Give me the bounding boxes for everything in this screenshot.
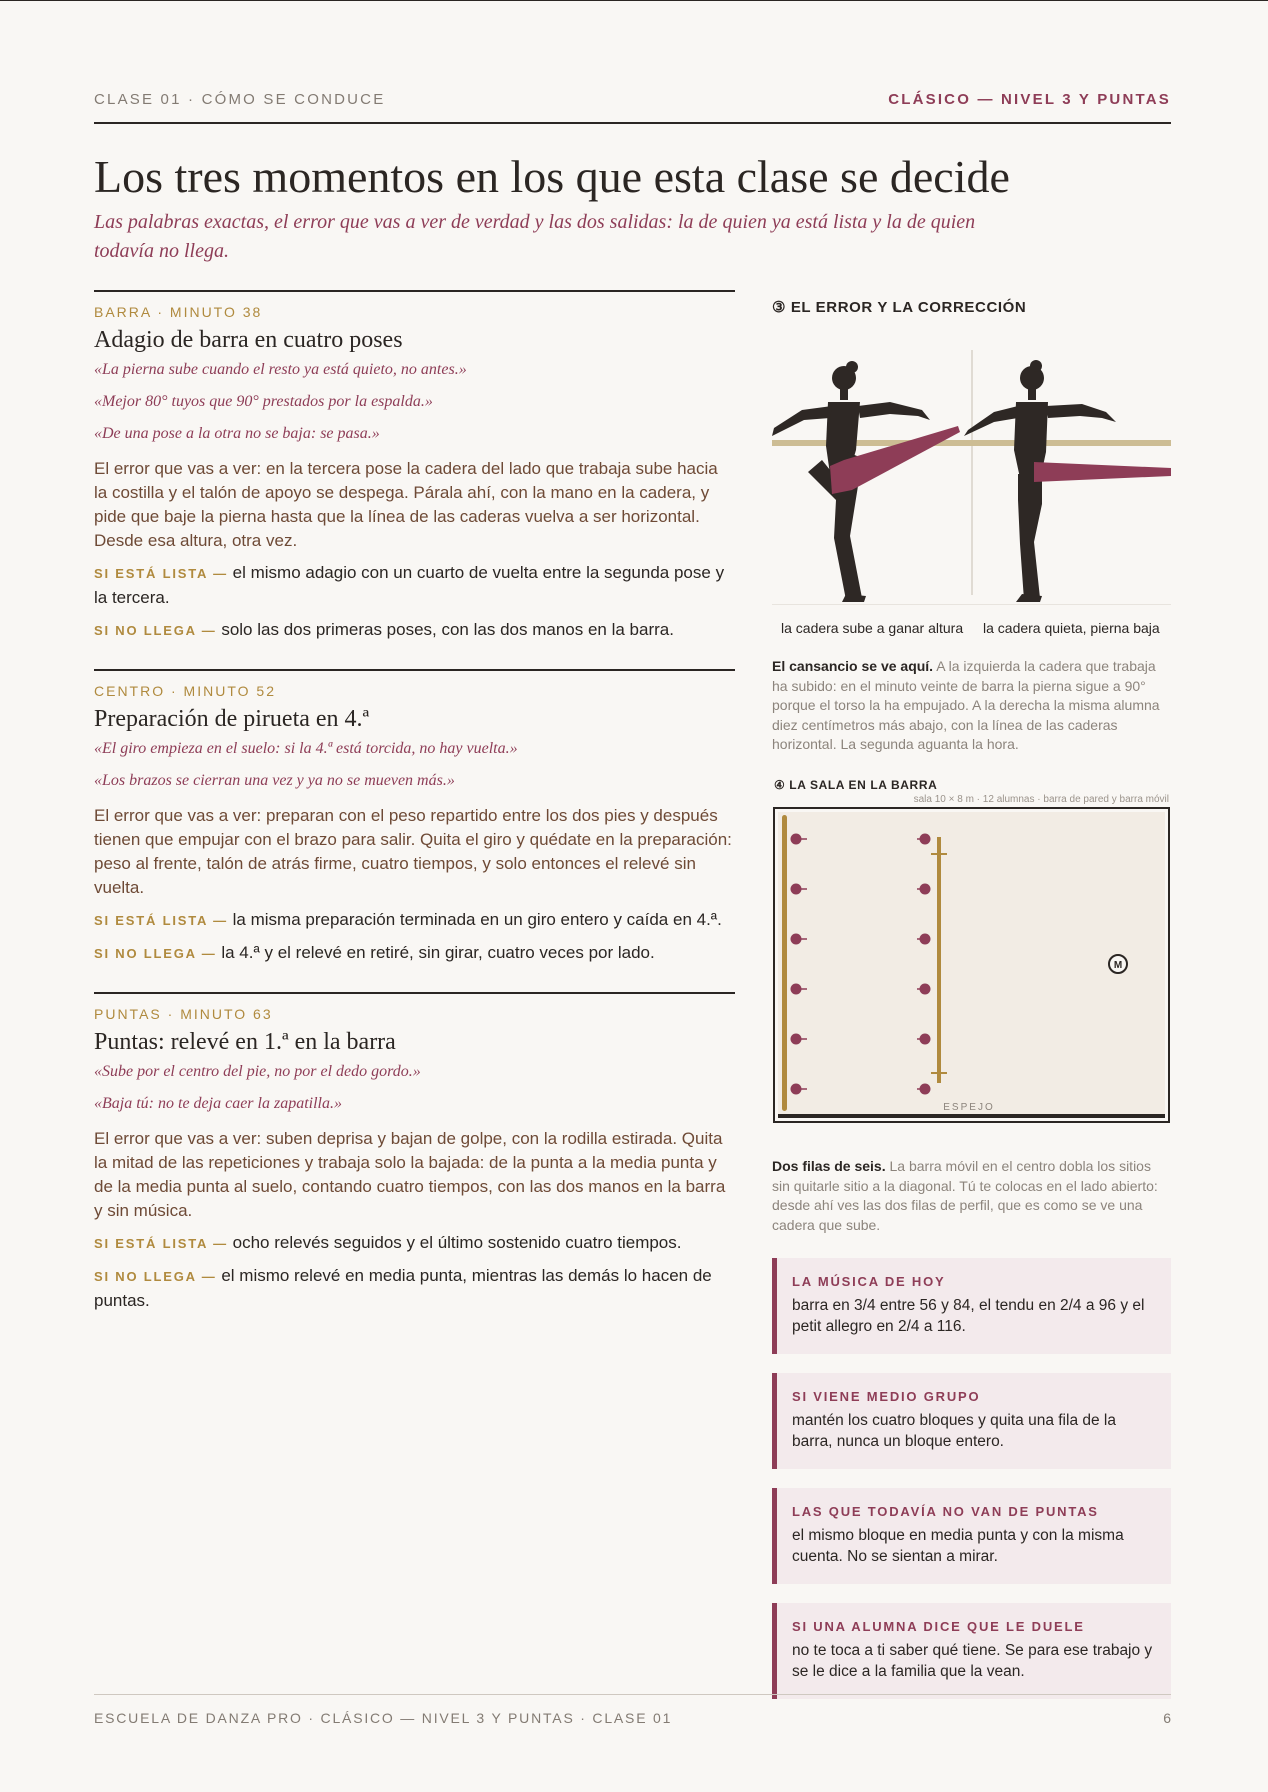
- ready-text: la misma preparación terminada en un giro entero y caída en 4.ª.: [232, 910, 722, 929]
- room-text: [772, 1157, 1171, 1235]
- quote: «La pierna sube cuando el resto ya está quieto, no antes.»: [94, 361, 467, 378]
- page-title: Los tres momentos en los que esta clase se decide: [94, 151, 1010, 202]
- note-pain: [772, 1603, 1171, 1699]
- quote: «De una pose a la otra no se baja: se pasa.»: [94, 425, 380, 442]
- quote: «Mejor 80° tuyos que 90° prestados por la espalda.»: [94, 393, 433, 410]
- note-music: [772, 1258, 1171, 1354]
- student-dot: [791, 1034, 802, 1045]
- ready-label: SI ESTÁ LISTA —: [94, 1236, 228, 1251]
- student-dot: [920, 1084, 931, 1095]
- room-text-lead: Dos filas de seis.: [772, 1158, 886, 1174]
- student-dot: [920, 934, 931, 945]
- wall-barre: [782, 815, 787, 1111]
- dancer-right-icon: [964, 360, 1171, 602]
- room-text-body: La barra móvil en el centro dobla los sitios sin quitarle sitio a la diagonal. Tú te colocas en el lado abierto: desde ahí ves las dos filas de perfil, que es como se ve una cadera que sube.: [772, 1158, 1158, 1233]
- ready-option: [94, 1231, 735, 1256]
- working-leg-right: [1034, 462, 1171, 482]
- section-centro: [94, 669, 735, 966]
- student-dot: [920, 1034, 931, 1045]
- header-right: CLÁSICO — NIVEL 3 Y PUNTAS: [888, 91, 1171, 108]
- notyet-text: el mismo relevé en media punta, mientras las demás lo hacen de puntas.: [94, 1266, 712, 1310]
- student-dot: [920, 834, 931, 845]
- teacher-label: M: [1113, 960, 1123, 971]
- caption-right: la cadera quieta, pierna baja: [983, 620, 1160, 636]
- note-text: el mismo bloque en media punta y con la misma cuenta. No se sientan a mirar.: [792, 1527, 1124, 1565]
- section-title: Puntas: relevé en 1.ª en la barra: [94, 1029, 396, 1055]
- notyet-option: [94, 1264, 735, 1313]
- student-dot: [920, 884, 931, 895]
- quote: «Baja tú: no te deja caer la zapatilla.»: [94, 1095, 342, 1112]
- figure-error-body: A la izquierda la cadera que trabaja ha subido: en el minuto veinte de barra la pierna sigue a 90° porque el torso la ha empujado. A la derecha la misma alumna diez centímetros más abajo, con la línea de las caderas horizontal. La segunda aguanta la hora.: [772, 658, 1160, 752]
- error-description: El error que vas a ver: en la tercera pose la cadera del lado que trabaja sube hacia la costilla y el talón de apoyo se despega. Páralа ahí, con la mano en la cadera, y pide que baje la pierna hasta que la línea de las caderas vuelva a ser horizontal. Desde esa altura, otra vez.: [94, 459, 718, 550]
- top-rule: [0, 0, 1268, 1]
- sidebar-column: [772, 290, 1171, 1680]
- page-header: [94, 88, 1171, 124]
- page-number: 6: [1163, 1710, 1171, 1726]
- student-dot: [791, 934, 802, 945]
- moments-column: [94, 290, 735, 1321]
- note-half-group: [772, 1373, 1171, 1469]
- note-title: SI VIENE MEDIO GRUPO: [792, 1389, 981, 1404]
- note-text: no te toca a ti saber qué tiene. Se para ese trabajo y se le dice a la familia que la vean.: [792, 1642, 1153, 1680]
- error-description: El error que vas a ver: suben deprisa y bajan de golpe, con la rodilla estirada. Quita la mitad de las repeticiones y trabaja solo la bajada: de la punta a la media punta y de la media punta al suelo, contando cuatro tiempos, con las dos manos en la barra y sin música.: [94, 1129, 726, 1220]
- room-meta: sala 10 × 8 m · 12 alumnas · barra de pared y barra móvil: [913, 794, 1169, 805]
- section-puntas: [94, 992, 735, 1313]
- section-title: Preparación de pirueta en 4.ª: [94, 706, 370, 732]
- notyet-label: SI NO LLEGA —: [94, 946, 217, 961]
- figure-error-title: ③ EL ERROR Y LA CORRECCIÓN: [772, 299, 1027, 316]
- notyet-option: [94, 941, 735, 966]
- room-plan-figure: [773, 807, 1170, 1125]
- section-title: Adagio de barra en cuatro poses: [94, 327, 403, 353]
- mirror-wall: [778, 1114, 1165, 1118]
- ready-option: [94, 561, 735, 610]
- movable-barre: [937, 837, 941, 1083]
- section-barra: [94, 290, 735, 643]
- notyet-label: SI NO LLEGA —: [94, 1269, 217, 1284]
- quote: «Sube por el centro del pie, no por el dedo gordo.»: [94, 1063, 421, 1080]
- notyet-text: la 4.ª y el relevé en retiré, sin girar, cuatro veces por lado.: [221, 943, 655, 962]
- room-title: ④ LA SALA EN LA BARRA: [774, 778, 938, 792]
- notyet-text: solo las dos primeras poses, con las dos manos en la barra.: [221, 620, 674, 639]
- footer-left: ESCUELA DE DANZA PRO · CLÁSICO — NIVEL 3 Y PUNTAS · CLASE 01: [94, 1710, 673, 1726]
- error-description: El error que vas a ver: preparan con el peso repartido entre los dos pies y después tienen que empujar con el brazo para salir. Quita el giro y quédate en la preparación: peso al frente, talón de atrás firme, cuatro tiempos, y solo entonces el relevé sin vuelta.: [94, 806, 732, 897]
- note-no-pointe: [772, 1488, 1171, 1584]
- mirror-label: ESPEJO: [943, 1102, 995, 1113]
- note-text: mantén los cuatro bloques y quita una fila de la barra, nunca un bloque entero.: [792, 1412, 1116, 1450]
- student-dot: [920, 984, 931, 995]
- dancer-comparison-figure: [772, 350, 1171, 605]
- student-dot: [791, 834, 802, 845]
- ready-label: SI ESTÁ LISTA —: [94, 913, 228, 928]
- dancer-wrong-icon: [772, 361, 960, 602]
- notyet-option: [94, 618, 735, 643]
- student-dot: [791, 984, 802, 995]
- quote: «El giro empieza en el suelo: si la 4.ª está torcida, no hay vuelta.»: [94, 740, 518, 757]
- notyet-label: SI NO LLEGA —: [94, 623, 217, 638]
- ready-text: ocho relevés seguidos y el último sostenido cuatro tiempos.: [232, 1233, 682, 1252]
- note-title: LAS QUE TODAVÍA NO VAN DE PUNTAS: [792, 1504, 1099, 1519]
- section-kicker: PUNTAS · MINUTO 63: [94, 1006, 273, 1022]
- header-left: CLASE 01 · CÓMO SE CONDUCE: [94, 91, 386, 108]
- student-dot: [791, 1084, 802, 1095]
- figure-error-lead: El cansancio se ve aquí.: [772, 658, 934, 674]
- room-floor: [778, 812, 1165, 1118]
- section-kicker: CENTRO · MINUTO 52: [94, 683, 276, 699]
- note-title: SI UNA ALUMNA DICE QUE LE DUELE: [792, 1619, 1085, 1634]
- ready-label: SI ESTÁ LISTA —: [94, 566, 228, 581]
- figure-error-text: [772, 657, 1171, 755]
- quote: «Los brazos se cierran una vez y ya no se mueven más.»: [94, 772, 455, 789]
- page-subtitle: Las palabras exactas, el error que vas a ver de verdad y las dos salidas: la de quien ya está lista y la de quien todavía no llega.: [94, 211, 976, 262]
- page-footer: [94, 1694, 1171, 1726]
- student-dot: [791, 884, 802, 895]
- note-text: barra en 3/4 entre 56 y 84, el tendu en 2/4 a 96 y el petit allegro en 2/4 a 116.: [792, 1297, 1145, 1335]
- note-title: LA MÚSICA DE HOY: [792, 1274, 946, 1289]
- caption-wrong: la cadera sube a ganar altura: [781, 620, 964, 636]
- ready-option: [94, 908, 735, 933]
- ready-text: el mismo adagio con un cuarto de vuelta entre la segunda pose y la tercera.: [94, 563, 725, 607]
- section-kicker: BARRA · MINUTO 38: [94, 304, 263, 320]
